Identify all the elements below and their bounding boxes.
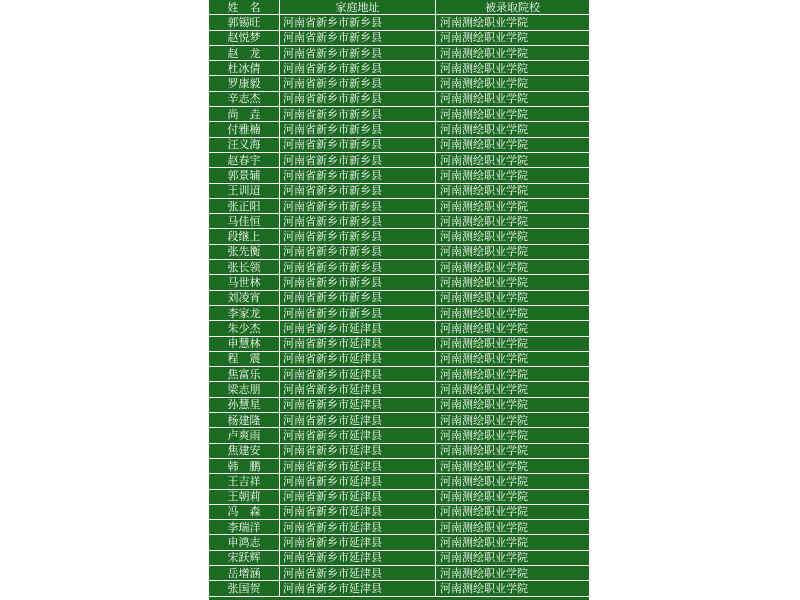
name-cell: 申慧林 (209, 336, 280, 351)
school-cell: 河南测绘职业学院 (436, 321, 590, 336)
school-cell: 河南测绘职业学院 (436, 520, 590, 535)
school-cell: 河南测绘职业学院 (436, 168, 590, 183)
table-row (209, 244, 589, 259)
school-cell: 河南测绘职业学院 (436, 443, 590, 458)
name-cell: 宋跃辉 (209, 550, 280, 565)
table-row (209, 458, 589, 473)
address-cell: 河南省新乡市延津县 (280, 581, 436, 596)
table-row (209, 137, 589, 152)
school-cell: 河南测绘职业学院 (436, 351, 590, 366)
address-cell: 河南省新乡市新乡县 (280, 45, 436, 60)
table-row (209, 30, 589, 45)
admission-table (209, 0, 589, 597)
table-row (209, 535, 589, 550)
address-cell: 河南省新乡市新乡县 (280, 30, 436, 45)
table-row (209, 565, 589, 580)
table-row (209, 152, 589, 167)
table-row (209, 290, 589, 305)
name-cell: 郭景辅 (209, 168, 280, 183)
school-cell: 河南测绘职业学院 (436, 581, 590, 596)
school-cell: 河南测绘职业学院 (436, 229, 590, 244)
name-cell: 卢爽雨 (209, 428, 280, 443)
school-cell: 河南测绘职业学院 (436, 504, 590, 519)
name-cell: 赵 龙 (209, 45, 280, 60)
address-cell: 河南省新乡市新乡县 (280, 260, 436, 275)
address-cell: 河南省新乡市新乡县 (280, 76, 436, 91)
name-cell: 郭锡旺 (209, 15, 280, 30)
school-cell: 河南测绘职业学院 (436, 290, 590, 305)
address-cell: 河南省新乡市新乡县 (280, 305, 436, 320)
table-row (209, 107, 589, 122)
admission-list-sheet (208, 0, 590, 600)
table-row (209, 61, 589, 76)
table-body (209, 15, 589, 596)
name-cell: 孙慧星 (209, 397, 280, 412)
school-cell: 河南测绘职业学院 (436, 122, 590, 137)
school-cell: 河南测绘职业学院 (436, 413, 590, 428)
name-cell: 段继上 (209, 229, 280, 244)
name-cell: 程 震 (209, 351, 280, 366)
school-cell: 河南测绘职业学院 (436, 15, 590, 30)
table-row (209, 428, 589, 443)
school-cell: 河南测绘职业学院 (436, 152, 590, 167)
name-cell: 冯 森 (209, 504, 280, 519)
name-cell: 辛志杰 (209, 91, 280, 106)
name-cell: 张长领 (209, 260, 280, 275)
name-cell: 赵春宇 (209, 152, 280, 167)
name-cell: 赵悦梦 (209, 30, 280, 45)
name-cell: 刘凌宵 (209, 290, 280, 305)
name-cell: 汪义海 (209, 137, 280, 152)
table-row (209, 474, 589, 489)
address-cell: 河南省新乡市延津县 (280, 565, 436, 580)
school-cell: 河南测绘职业学院 (436, 244, 590, 259)
address-cell: 河南省新乡市新乡县 (280, 183, 436, 198)
table-row (209, 336, 589, 351)
school-cell: 河南测绘职业学院 (436, 428, 590, 443)
address-cell: 河南省新乡市新乡县 (280, 61, 436, 76)
address-cell: 河南省新乡市延津县 (280, 550, 436, 565)
name-cell: 焦建安 (209, 443, 280, 458)
address-cell: 河南省新乡市延津县 (280, 458, 436, 473)
table-row (209, 168, 589, 183)
address-cell: 河南省新乡市新乡县 (280, 122, 436, 137)
name-cell: 杨建隆 (209, 413, 280, 428)
table-row (209, 489, 589, 504)
table-row (209, 443, 589, 458)
name-cell: 王训迢 (209, 183, 280, 198)
address-cell: 河南省新乡市新乡县 (280, 275, 436, 290)
table-row (209, 504, 589, 519)
table-header-row (209, 0, 589, 15)
name-cell: 付雅楠 (209, 122, 280, 137)
address-cell: 河南省新乡市延津县 (280, 351, 436, 366)
name-cell: 韩 鹏 (209, 458, 280, 473)
name-cell: 朱少杰 (209, 321, 280, 336)
name-cell: 杜冰倩 (209, 61, 280, 76)
table-row (209, 15, 589, 30)
name-cell: 罗康毅 (209, 76, 280, 91)
table-row (209, 198, 589, 213)
school-cell: 河南测绘职业学院 (436, 214, 590, 229)
name-cell: 王朝莉 (209, 489, 280, 504)
name-cell: 李瑞洋 (209, 520, 280, 535)
address-cell: 河南省新乡市延津县 (280, 520, 436, 535)
school-cell: 河南测绘职业学院 (436, 397, 590, 412)
table-row (209, 321, 589, 336)
school-cell: 河南测绘职业学院 (436, 91, 590, 106)
school-cell: 河南测绘职业学院 (436, 198, 590, 213)
school-cell: 河南测绘职业学院 (436, 458, 590, 473)
address-cell: 河南省新乡市新乡县 (280, 91, 436, 106)
address-cell: 河南省新乡市延津县 (280, 382, 436, 397)
address-cell: 河南省新乡市新乡县 (280, 15, 436, 30)
address-cell: 河南省新乡市新乡县 (280, 107, 436, 122)
name-cell: 张国贺 (209, 581, 280, 596)
school-cell: 河南测绘职业学院 (436, 183, 590, 198)
name-cell: 马佳恒 (209, 214, 280, 229)
school-cell: 河南测绘职业学院 (436, 565, 590, 580)
address-cell: 河南省新乡市延津县 (280, 535, 436, 550)
table-row (209, 367, 589, 382)
table-row (209, 275, 589, 290)
table-row (209, 76, 589, 91)
address-cell: 河南省新乡市延津县 (280, 336, 436, 351)
address-cell: 河南省新乡市延津县 (280, 489, 436, 504)
school-cell: 河南测绘职业学院 (436, 550, 590, 565)
address-cell: 河南省新乡市新乡县 (280, 244, 436, 259)
name-cell: 王吉祥 (209, 474, 280, 489)
table-row (209, 122, 589, 137)
name-cell: 尚 垚 (209, 107, 280, 122)
school-cell: 河南测绘职业学院 (436, 137, 590, 152)
table-row (209, 260, 589, 275)
address-cell: 河南省新乡市新乡县 (280, 214, 436, 229)
address-cell: 河南省新乡市新乡县 (280, 290, 436, 305)
name-cell: 梁志朋 (209, 382, 280, 397)
address-cell: 河南省新乡市延津县 (280, 367, 436, 382)
address-cell: 河南省新乡市延津县 (280, 428, 436, 443)
header-address: 家庭地址 (280, 0, 436, 15)
address-cell: 河南省新乡市新乡县 (280, 168, 436, 183)
school-cell: 河南测绘职业学院 (436, 30, 590, 45)
school-cell: 河南测绘职业学院 (436, 45, 590, 60)
table-row (209, 305, 589, 320)
table-row (209, 91, 589, 106)
school-cell: 河南测绘职业学院 (436, 367, 590, 382)
name-cell: 马世林 (209, 275, 280, 290)
name-cell: 李家龙 (209, 305, 280, 320)
address-cell: 河南省新乡市新乡县 (280, 229, 436, 244)
name-cell: 焦富乐 (209, 367, 280, 382)
school-cell: 河南测绘职业学院 (436, 535, 590, 550)
address-cell: 河南省新乡市延津县 (280, 397, 436, 412)
table-row (209, 581, 589, 596)
table-row (209, 183, 589, 198)
table-row (209, 229, 589, 244)
table-row (209, 45, 589, 60)
school-cell: 河南测绘职业学院 (436, 489, 590, 504)
school-cell: 河南测绘职业学院 (436, 305, 590, 320)
address-cell: 河南省新乡市新乡县 (280, 198, 436, 213)
table-row (209, 520, 589, 535)
address-cell: 河南省新乡市延津县 (280, 413, 436, 428)
table-row (209, 413, 589, 428)
address-cell: 河南省新乡市延津县 (280, 321, 436, 336)
school-cell: 河南测绘职业学院 (436, 382, 590, 397)
school-cell: 河南测绘职业学院 (436, 260, 590, 275)
table-row (209, 550, 589, 565)
name-cell: 张正阳 (209, 198, 280, 213)
name-cell: 岳增涵 (209, 565, 280, 580)
school-cell: 河南测绘职业学院 (436, 336, 590, 351)
table-row (209, 351, 589, 366)
address-cell: 河南省新乡市延津县 (280, 504, 436, 519)
address-cell: 河南省新乡市新乡县 (280, 137, 436, 152)
header-school: 被录取院校 (436, 0, 590, 15)
address-cell: 河南省新乡市延津县 (280, 474, 436, 489)
address-cell: 河南省新乡市延津县 (280, 443, 436, 458)
name-cell: 张先衡 (209, 244, 280, 259)
school-cell: 河南测绘职业学院 (436, 275, 590, 290)
school-cell: 河南测绘职业学院 (436, 107, 590, 122)
school-cell: 河南测绘职业学院 (436, 61, 590, 76)
table-row (209, 382, 589, 397)
table-row (209, 397, 589, 412)
address-cell: 河南省新乡市新乡县 (280, 152, 436, 167)
table-row (209, 214, 589, 229)
name-cell: 申鸿志 (209, 535, 280, 550)
school-cell: 河南测绘职业学院 (436, 76, 590, 91)
header-name: 姓 名 (209, 0, 280, 15)
school-cell: 河南测绘职业学院 (436, 474, 590, 489)
